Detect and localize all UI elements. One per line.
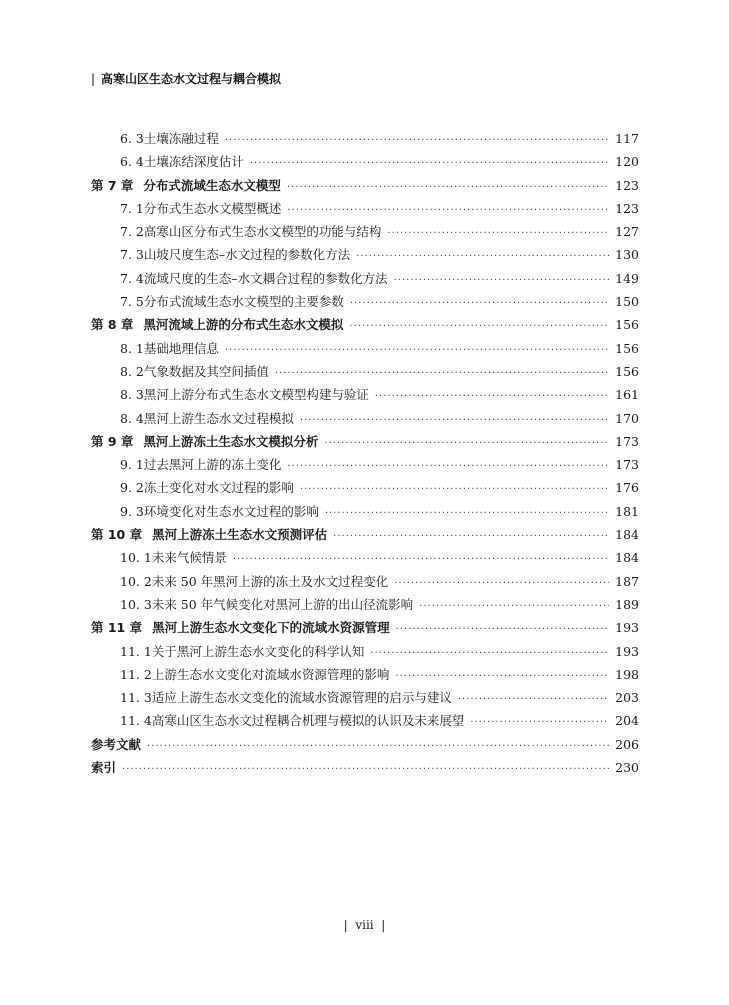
- dot-leader: [350, 292, 609, 315]
- toc-entry-number: 9. 2: [120, 480, 144, 496]
- toc-entry-number: 7. 1: [120, 200, 144, 216]
- toc-entry-page: 130: [615, 247, 639, 263]
- toc-entry-number: 11. 2: [120, 666, 152, 682]
- toc-section-entry[interactable]: [91, 686, 639, 709]
- toc-chapter-entry[interactable]: [91, 523, 639, 546]
- toc-section-entry[interactable]: [91, 290, 639, 313]
- dot-leader: [147, 735, 609, 758]
- toc-entry-page: 156: [615, 363, 639, 379]
- toc-entry-title: 黑河上游生态水文过程模拟: [143, 410, 294, 426]
- toc-entry-page: 123: [615, 200, 639, 216]
- dot-leader: [394, 572, 609, 595]
- toc-entry-title: 未来 50 年气候变化对黑河上游的出山径流影响: [151, 596, 414, 612]
- dot-leader: [370, 642, 609, 665]
- toc-entry-title: 未来 50 年黑河上游的冻土及水文过程变化: [151, 573, 389, 589]
- toc-entry-page: 184: [615, 527, 639, 543]
- toc-section-entry[interactable]: [91, 640, 639, 663]
- toc-entry-page: 117: [615, 131, 639, 146]
- toc-section-entry[interactable]: [91, 220, 639, 243]
- toc-entry-number: 10. 2: [120, 573, 152, 589]
- toc-section-entry[interactable]: [91, 150, 639, 173]
- toc-section-entry[interactable]: [91, 383, 639, 406]
- toc-chapter-entry[interactable]: [91, 174, 639, 197]
- toc-entry-title: 黑河上游冻土生态水文模拟分析: [143, 433, 319, 449]
- toc-chapter-entry[interactable]: [91, 616, 639, 639]
- toc-section-entry[interactable]: [91, 476, 639, 499]
- table-of-contents: [91, 127, 639, 779]
- dot-leader: [419, 595, 609, 618]
- toc-entry-title: 关于黑河上游生态水文变化的科学认知: [151, 643, 365, 659]
- page-number: viii: [355, 918, 374, 932]
- toc-section-entry[interactable]: [91, 546, 639, 569]
- dot-leader: [387, 222, 609, 245]
- toc-entry-page: 187: [615, 573, 639, 589]
- toc-entry-page: 176: [615, 480, 639, 496]
- toc-entry-page: 173: [615, 457, 639, 473]
- footer-bar-left: |: [343, 918, 348, 932]
- toc-section-entry[interactable]: [91, 243, 639, 266]
- dot-leader: [300, 478, 609, 501]
- toc-entry-page: 184: [615, 550, 639, 566]
- dot-leader: [349, 315, 609, 338]
- toc-entry-title: 黑河上游冻土生态水文预测评估: [152, 527, 328, 543]
- dot-leader: [333, 525, 609, 548]
- toc-entry-title: 索引: [91, 760, 117, 776]
- toc-entry-page: 198: [615, 666, 639, 682]
- toc-entry-number: 9. 3: [120, 503, 144, 519]
- toc-entry-title: 气象数据及其空间插值: [143, 363, 269, 379]
- toc-entry-number: 7. 5: [120, 294, 144, 310]
- toc-entry-title: 分布式流域生态水文模型的主要参数: [143, 294, 344, 310]
- toc-entry-title: 分布式生态水文模型概述: [143, 200, 282, 216]
- toc-section-entry[interactable]: [91, 127, 639, 150]
- toc-entry-page: 204: [615, 713, 639, 729]
- toc-entry-page: 150: [615, 294, 639, 310]
- dot-leader: [275, 362, 609, 385]
- dot-leader: [394, 269, 610, 292]
- toc-section-entry[interactable]: [91, 709, 639, 732]
- toc-entry-title: 黑河上游生态水文变化下的流域水资源管理: [152, 620, 390, 636]
- toc-entry-number: 6. 4: [120, 154, 144, 170]
- toc-entry-number: 第 10 章: [91, 527, 143, 543]
- toc-entry-page: 203: [615, 690, 639, 706]
- dot-leader: [250, 152, 609, 175]
- toc-entry-title: 冻土变化对水文过程的影响: [143, 480, 294, 496]
- toc-top-entry[interactable]: [91, 756, 639, 779]
- dot-leader: [356, 245, 609, 268]
- toc-entry-page: 161: [615, 387, 639, 403]
- dot-leader: [470, 711, 609, 734]
- toc-section-entry[interactable]: [91, 337, 639, 360]
- dot-leader: [395, 665, 609, 688]
- toc-entry-page: 206: [615, 736, 639, 752]
- toc-entry-number: 10. 1: [120, 550, 152, 566]
- toc-section-entry[interactable]: [91, 360, 639, 383]
- dot-leader: [375, 385, 609, 408]
- dot-leader: [300, 409, 609, 432]
- toc-entry-number: 7. 3: [120, 247, 144, 263]
- toc-entry-title: 流域尺度的生态–水文耦合过程的参数化方法: [143, 270, 388, 286]
- dot-leader: [287, 455, 609, 478]
- dot-leader: [225, 339, 609, 362]
- dot-leader: [122, 758, 609, 781]
- dot-leader: [325, 502, 609, 525]
- toc-entry-page: 149: [615, 270, 639, 286]
- dot-leader: [287, 176, 609, 199]
- toc-chapter-entry[interactable]: [91, 430, 639, 453]
- toc-entry-number: 第 9 章: [91, 433, 134, 449]
- toc-entry-title: 过去黑河上游的冻土变化: [143, 457, 282, 473]
- toc-entry-page: 156: [615, 340, 639, 356]
- toc-chapter-entry[interactable]: [91, 313, 639, 336]
- toc-entry-number: 8. 3: [120, 387, 144, 403]
- toc-entry-number: 11. 4: [120, 713, 152, 729]
- toc-entry-number: 7. 2: [120, 224, 144, 240]
- toc-entry-title: 基础地理信息: [143, 340, 219, 356]
- toc-entry-title: 适应上游生态水文变化的流域水资源管理的启示与建议: [151, 690, 452, 706]
- toc-entry-title: 土壤冻结深度估计: [143, 154, 244, 170]
- toc-entry-number: 6. 3: [120, 131, 144, 146]
- toc-entry-page: 120: [615, 154, 639, 170]
- header-bar: |: [91, 72, 96, 86]
- toc-entry-title: 高寒山区生态水文过程耦合机理与模拟的认识及未来展望: [151, 713, 465, 729]
- dot-leader: [458, 688, 609, 711]
- toc-entry-title: 黑河流域上游的分布式生态水文模拟: [143, 317, 344, 333]
- book-title: 高寒山区生态水文过程与耦合模拟: [101, 72, 282, 86]
- toc-entry-number: 8. 4: [120, 410, 144, 426]
- toc-entry-page: 170: [615, 410, 639, 426]
- toc-entry-title: 环境变化对生态水文过程的影响: [143, 503, 319, 519]
- toc-entry-number: 11. 1: [120, 643, 152, 659]
- toc-entry-number: 10. 3: [120, 596, 152, 612]
- toc-entry-number: 8. 2: [120, 363, 144, 379]
- running-header: [91, 70, 281, 87]
- dot-leader: [324, 432, 609, 455]
- toc-entry-number: 8. 1: [120, 340, 144, 356]
- toc-entry-page: 189: [615, 596, 639, 612]
- toc-entry-title: 黑河上游分布式生态水文模型构建与验证: [143, 387, 369, 403]
- toc-entry-title: 山坡尺度生态–水文过程的参数化方法: [143, 247, 351, 263]
- toc-section-entry[interactable]: [91, 663, 639, 686]
- toc-entry-title: 未来气候情景: [151, 550, 227, 566]
- toc-section-entry[interactable]: [91, 267, 639, 290]
- toc-entry-title: 分布式流域生态水文模型: [143, 177, 281, 193]
- toc-entry-page: 193: [615, 643, 639, 659]
- toc-section-entry[interactable]: [91, 570, 639, 593]
- page-footer: [0, 918, 729, 932]
- toc-entry-page: 173: [615, 433, 639, 449]
- toc-entry-number: 7. 4: [120, 270, 144, 286]
- toc-top-entry[interactable]: [91, 733, 639, 756]
- toc-entry-title: 上游生态水文变化对流域水资源管理的影响: [151, 666, 390, 682]
- footer-bar-right: |: [381, 918, 386, 932]
- toc-entry-page: 127: [615, 224, 639, 240]
- toc-entry-page: 156: [615, 317, 639, 333]
- toc-section-entry[interactable]: [91, 593, 639, 616]
- toc-entry-number: 11. 3: [120, 690, 152, 706]
- toc-entry-page: 230: [615, 760, 639, 776]
- toc-entry-page: 123: [615, 177, 639, 193]
- toc-section-entry[interactable]: [91, 197, 639, 220]
- toc-entry-number: 第 8 章: [91, 317, 134, 333]
- toc-entry-title: 土壤冻融过程: [143, 131, 219, 146]
- toc-entry-title: 高寒山区分布式生态水文模型的功能与结构: [143, 224, 382, 240]
- toc-entry-number: 第 11 章: [91, 620, 143, 636]
- toc-section-entry[interactable]: [91, 500, 639, 523]
- dot-leader: [233, 548, 609, 571]
- toc-section-entry[interactable]: [91, 407, 639, 430]
- toc-entry-page: 181: [615, 503, 639, 519]
- toc-section-entry[interactable]: [91, 453, 639, 476]
- dot-leader: [396, 618, 610, 641]
- toc-entry-number: 第 7 章: [91, 177, 134, 193]
- dot-leader: [225, 129, 609, 152]
- toc-entry-number: 9. 1: [120, 457, 144, 473]
- toc-entry-page: 193: [615, 620, 639, 636]
- dot-leader: [287, 199, 609, 222]
- toc-entry-title: 参考文献: [91, 736, 142, 752]
